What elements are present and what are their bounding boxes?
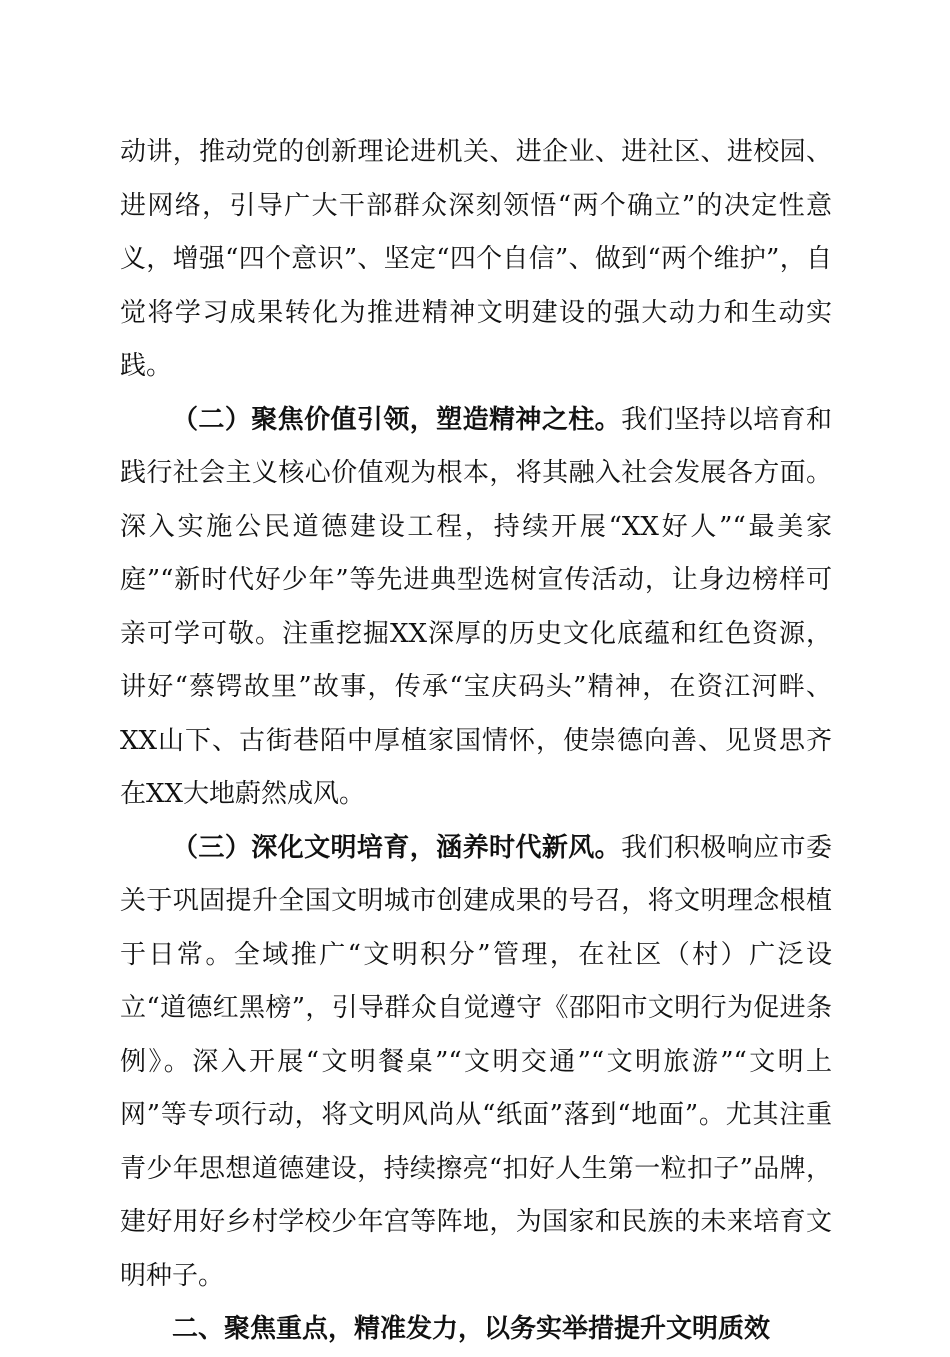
paragraph-civilization-cultivation-body: 我们积极响应市委关于巩固提升全国文明城市创建成果的号召，将文明理念根植于日常。全域推广“文明积分”管理，在社区（村）广泛设立“道德红黑榜”，引导群众自觉遵守《邵阳市文明行为促进条例》。深入开展“文明餐桌”“文明交通”“文明旅游”“文明上网”等专项行动，将文明风尚从“纸面”落到“地面”。尤其注重青少年思想道德建设，持续擦亮“扣好人生第一粒扣子”品牌，建好用好乡村学校少年宫等阵地，为国家和民族的未来培育文明种子。 — [120, 832, 832, 1291]
paragraph-civilization-cultivation — [120, 822, 832, 1304]
continuation-paragraph: 动讲，推动党的创新理论进机关、进企业、进社区、进校园、进网络，引导广大干部群众深刻领悟“两个确立”的决定性意义，增强“四个意识”、坚定“四个自信”、做到“两个维护”，自觉将学习成果转化为推进精神文明建设的强大动力和生动实践。 — [120, 137, 832, 381]
paragraph-value-guidance-lead: （二）聚焦价值引领，塑造精神之柱。 — [172, 404, 622, 435]
paragraph-value-guidance — [120, 394, 832, 822]
paragraph-value-guidance-body: 我们坚持以培育和践行社会主义核心价值观为根本，将其融入社会发展各方面。深入实施公民道德建设工程，持续开展“XX好人”“最美家庭”“新时代好少年”等先进典型选树宣传活动，让身边榜样可亲可学可敬。注重挖掘XX深厚的历史文化底蕴和红色资源，讲好“蔡锷故里”故事，传承“宝庆码头”精神，在资江河畔、XX山下、古街巷陌中厚植家国情怀，使崇德向善、见贤思齐在XX大地蔚然成风。 — [120, 404, 832, 809]
section-heading: 二、聚焦重点，精准发力，以务实举措提升文明质效 — [172, 1314, 771, 1344]
document-body — [120, 126, 832, 1357]
paragraph-civilization-cultivation-lead: （三）深化文明培育，涵养时代新风。 — [172, 832, 622, 863]
